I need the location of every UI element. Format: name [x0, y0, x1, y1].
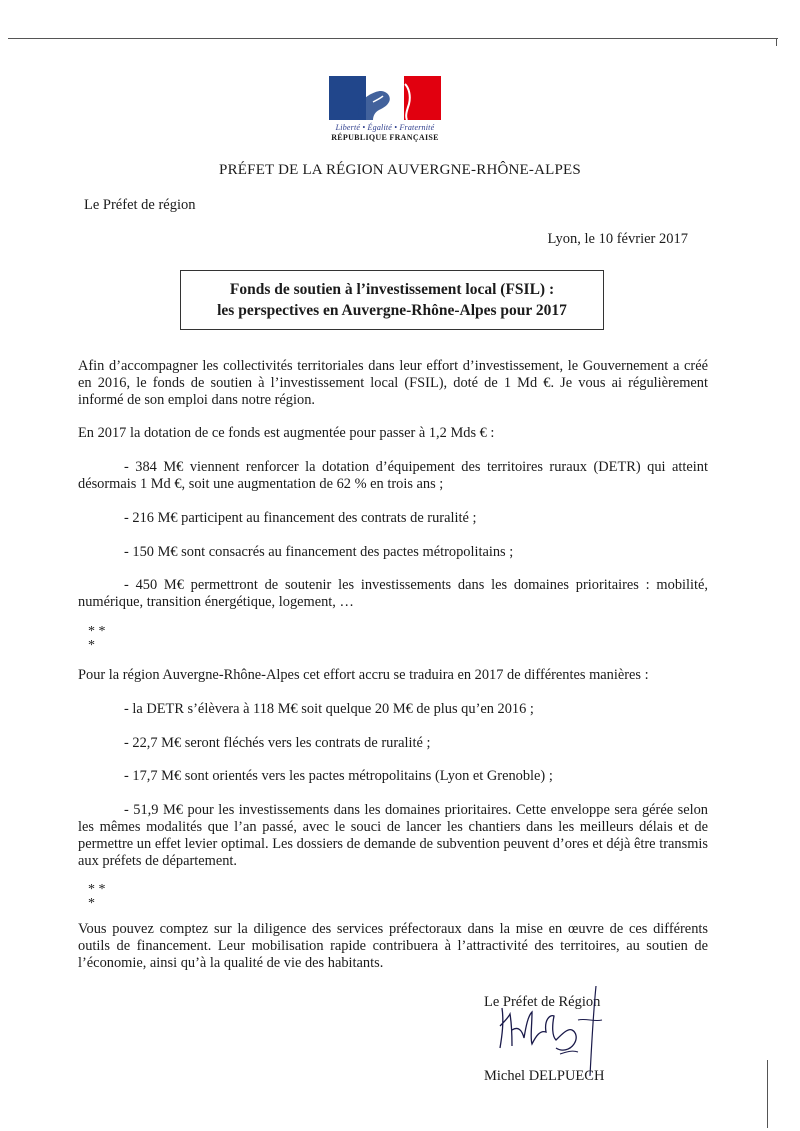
- sender-label: Le Préfet de région: [84, 197, 196, 213]
- separator-stars-bottom: *: [88, 896, 95, 912]
- separator-stars-bottom: *: [88, 637, 95, 653]
- letter-body: [78, 358, 708, 972]
- subject-line-1: Fonds de soutien à l’investissement local (FSIL) :: [229, 281, 555, 298]
- section-separator-2: [78, 883, 708, 911]
- region-item-ruralite: - 22,7 M€ seront fléchés vers les contrats de ruralité ;: [124, 734, 431, 751]
- tricolor-flag-icon: [329, 76, 441, 120]
- prefet-title: PRÉFET DE LA RÉGION AUVERGNE-RHÔNE-ALPES: [219, 162, 581, 178]
- marianne-profile-icon: [329, 76, 441, 120]
- national-item-ruralite: - 216 M€ participent au financement des contrats de ruralité ;: [124, 509, 477, 526]
- letter-subject-box: [180, 270, 604, 330]
- signatory-name: Michel DELPUECH: [484, 1068, 605, 1084]
- handwritten-signature-icon: [490, 986, 610, 1076]
- intro-paragraph: Afin d’accompagner les collectivités territoriales dans leur effort d’investissement, le Gouvernement a créé en 2016, le fonds de soutien à l’investissement local (FSIL), doté de 1 Md €. Je vous ai régulièrement informé de son emploi dans notre région.: [78, 358, 708, 408]
- subject-line-2: les perspectives en Auvergne-Rhône-Alpes pour 2017: [217, 302, 567, 319]
- letter-date: Lyon, le 10 février 2017: [547, 231, 688, 247]
- republique-francaise-label: RÉPUBLIQUE FRANÇAISE: [331, 133, 439, 142]
- section-separator-1: [78, 625, 708, 653]
- national-item-prioritaires: - 450 M€ permettront de soutenir les investissements dans les domaines prioritaires : mobilité, numérique, transition énergétique, logement, …: [78, 577, 708, 611]
- dotation-paragraph: En 2017 la dotation de ce fonds est augmentée pour passer à 1,2 Mds € :: [78, 425, 495, 442]
- separator-stars-top: * *: [88, 882, 106, 898]
- region-item-detr: - la DETR s’élèvera à 118 M€ soit quelque 20 M€ de plus qu’en 2016 ;: [124, 700, 534, 717]
- region-item-pactes: - 17,7 M€ sont orientés vers les pactes métropolitains (Lyon et Grenoble) ;: [124, 768, 553, 785]
- region-item-prioritaires: - 51,9 M€ pour les investissements dans les domaines prioritaires. Cette enveloppe sera gérée selon les mêmes modalités que l’an passé, avec le souci de lancer les chantiers dans les meilleurs délais et de permettre un effet levier optimal. Les dossiers de demande de subvention peuvent d’ores et déjà être transmis aux préfets de département.: [78, 802, 708, 869]
- republic-motto: Liberté • Égalité • Fraternité: [335, 123, 435, 132]
- scan-border-right: [767, 1060, 768, 1128]
- national-item-detr: - 384 M€ viennent renforcer la dotation d’équipement des territoires ruraux (DETR) qui atteint désormais 1 Md €, soit une augmentation de 62 % en trois ans ;: [78, 459, 708, 492]
- scan-border-tick: [776, 38, 777, 46]
- region-intro-paragraph: Pour la région Auvergne-Rhône-Alpes cet effort accru se traduira en 2017 de différentes manières :: [78, 666, 649, 683]
- signature-block: [484, 994, 605, 1084]
- signature-title: Le Préfet de Région: [484, 994, 601, 1010]
- national-item-pactes: - 150 M€ sont consacrés au financement des pactes métropolitains ;: [124, 543, 514, 560]
- conclusion-paragraph: Vous pouvez comptez sur la diligence des services préfectoraux dans la mise en œuvre de ces différents outils de financement. Leur mobilisation rapide contribuera à l’attractivité des territoires, au soutien de l’économie, ainsi qu’à la qualité de vie des habitants.: [78, 921, 708, 971]
- marianne-logo: [329, 76, 441, 142]
- separator-stars-top: * *: [88, 623, 106, 639]
- scan-border-top: [8, 38, 778, 39]
